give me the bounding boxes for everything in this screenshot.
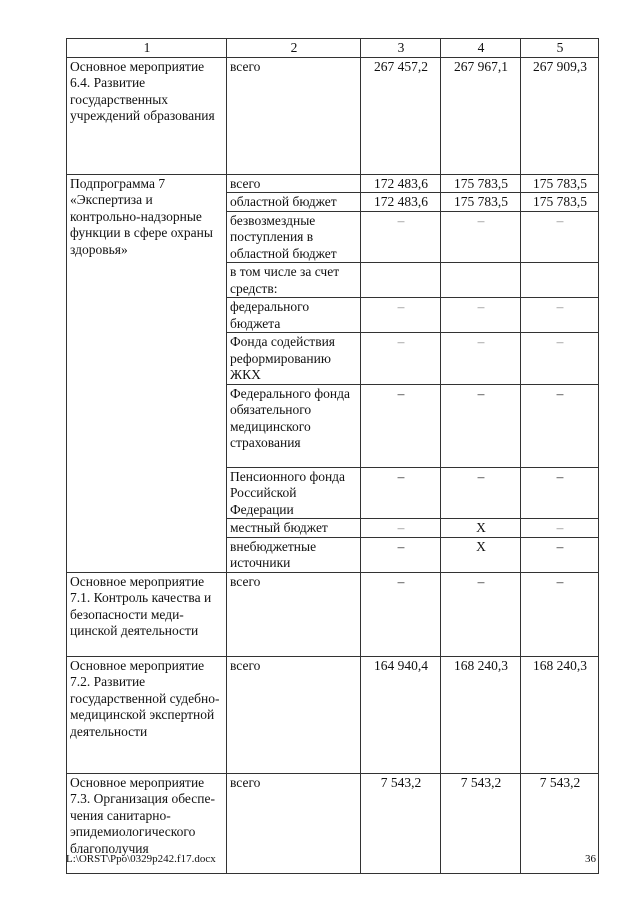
funding-source: внебюджетные источники bbox=[227, 537, 361, 572]
value-col4: – bbox=[441, 211, 521, 263]
value-col3: – bbox=[361, 519, 441, 538]
value-col3: – bbox=[361, 384, 441, 467]
value-col3: – bbox=[361, 333, 441, 385]
table-row bbox=[67, 57, 599, 174]
value-col5: – bbox=[521, 211, 599, 263]
header-cell: 2 bbox=[227, 39, 361, 58]
footer-page-number: 36 bbox=[585, 853, 596, 865]
value-col5: 175 783,5 bbox=[521, 174, 599, 193]
value-col4: – bbox=[441, 572, 521, 656]
subprogram-name: Подпрограмма 7 «Экспертиза и контрольно-надзорные функции в сфере охраны здоровья» bbox=[67, 174, 227, 572]
header-cell: 3 bbox=[361, 39, 441, 58]
value-col4: – bbox=[441, 384, 521, 467]
value-col4 bbox=[441, 263, 521, 298]
funding-source: всего bbox=[227, 773, 361, 873]
value-col4: 267 967,1 bbox=[441, 57, 521, 174]
budget-table bbox=[66, 38, 599, 874]
value-col5: 7 543,2 bbox=[521, 773, 599, 873]
funding-source: федерального бюджета bbox=[227, 298, 361, 333]
value-col5: 168 240,3 bbox=[521, 656, 599, 773]
funding-source: Фонда содействия реформированию ЖКХ bbox=[227, 333, 361, 385]
funding-source: Федерального фонда обязательного медицинского страхования bbox=[227, 384, 361, 467]
value-col5: – bbox=[521, 384, 599, 467]
funding-source: Пенсионного фонда Российской Федерации bbox=[227, 467, 361, 519]
funding-source: областной бюджет bbox=[227, 193, 361, 212]
header-cell: 1 bbox=[67, 39, 227, 58]
value-col3: – bbox=[361, 298, 441, 333]
value-col5 bbox=[521, 263, 599, 298]
activity-name: Основное мероприятие 6.4. Развитие государственных учреждений образования bbox=[67, 57, 227, 174]
value-col3: 164 940,4 bbox=[361, 656, 441, 773]
value-col3: 172 483,6 bbox=[361, 174, 441, 193]
value-col3: 172 483,6 bbox=[361, 193, 441, 212]
value-col5: – bbox=[521, 537, 599, 572]
value-col5: – bbox=[521, 467, 599, 519]
value-col4: – bbox=[441, 298, 521, 333]
funding-source: местный бюджет bbox=[227, 519, 361, 538]
footer-file-path: L:\ORST\Ppo\0329p242.f17.docx bbox=[66, 853, 216, 865]
value-col5: – bbox=[521, 333, 599, 385]
value-col4: 175 783,5 bbox=[441, 193, 521, 212]
value-col4: X bbox=[441, 519, 521, 538]
activity-name: Основное мероприятие 7.3. Организация обеспе-чения санитарно-эпидемиологического благополучия bbox=[67, 773, 227, 873]
value-col3: – bbox=[361, 537, 441, 572]
value-col5: – bbox=[521, 298, 599, 333]
funding-source: в том числе за счет средств: bbox=[227, 263, 361, 298]
table-row bbox=[67, 572, 599, 656]
funding-source: всего bbox=[227, 572, 361, 656]
value-col3 bbox=[361, 263, 441, 298]
funding-source: всего bbox=[227, 656, 361, 773]
value-col5: 267 909,3 bbox=[521, 57, 599, 174]
header-cell: 4 bbox=[441, 39, 521, 58]
value-col3: – bbox=[361, 572, 441, 656]
table-row bbox=[67, 174, 599, 193]
value-col3: – bbox=[361, 211, 441, 263]
value-col5: – bbox=[521, 519, 599, 538]
table-row bbox=[67, 656, 599, 773]
funding-source: всего bbox=[227, 174, 361, 193]
funding-source: всего bbox=[227, 57, 361, 174]
header-row bbox=[67, 39, 599, 58]
value-col4: – bbox=[441, 467, 521, 519]
value-col5: 175 783,5 bbox=[521, 193, 599, 212]
value-col4: 175 783,5 bbox=[441, 174, 521, 193]
value-col3: 7 543,2 bbox=[361, 773, 441, 873]
value-col3: 267 457,2 bbox=[361, 57, 441, 174]
value-col3: – bbox=[361, 467, 441, 519]
value-col5: – bbox=[521, 572, 599, 656]
value-col4: X bbox=[441, 537, 521, 572]
value-col4: – bbox=[441, 333, 521, 385]
value-col4: 168 240,3 bbox=[441, 656, 521, 773]
activity-name: Основное мероприятие 7.2. Развитие государственной судебно-медицинской экспертной деятельности bbox=[67, 656, 227, 773]
value-col4: 7 543,2 bbox=[441, 773, 521, 873]
header-cell: 5 bbox=[521, 39, 599, 58]
activity-name: Основное мероприятие 7.1. Контроль качества и безопасности меди-цинской деятельности bbox=[67, 572, 227, 656]
funding-source: безвозмездные поступления в областной бюджет bbox=[227, 211, 361, 263]
